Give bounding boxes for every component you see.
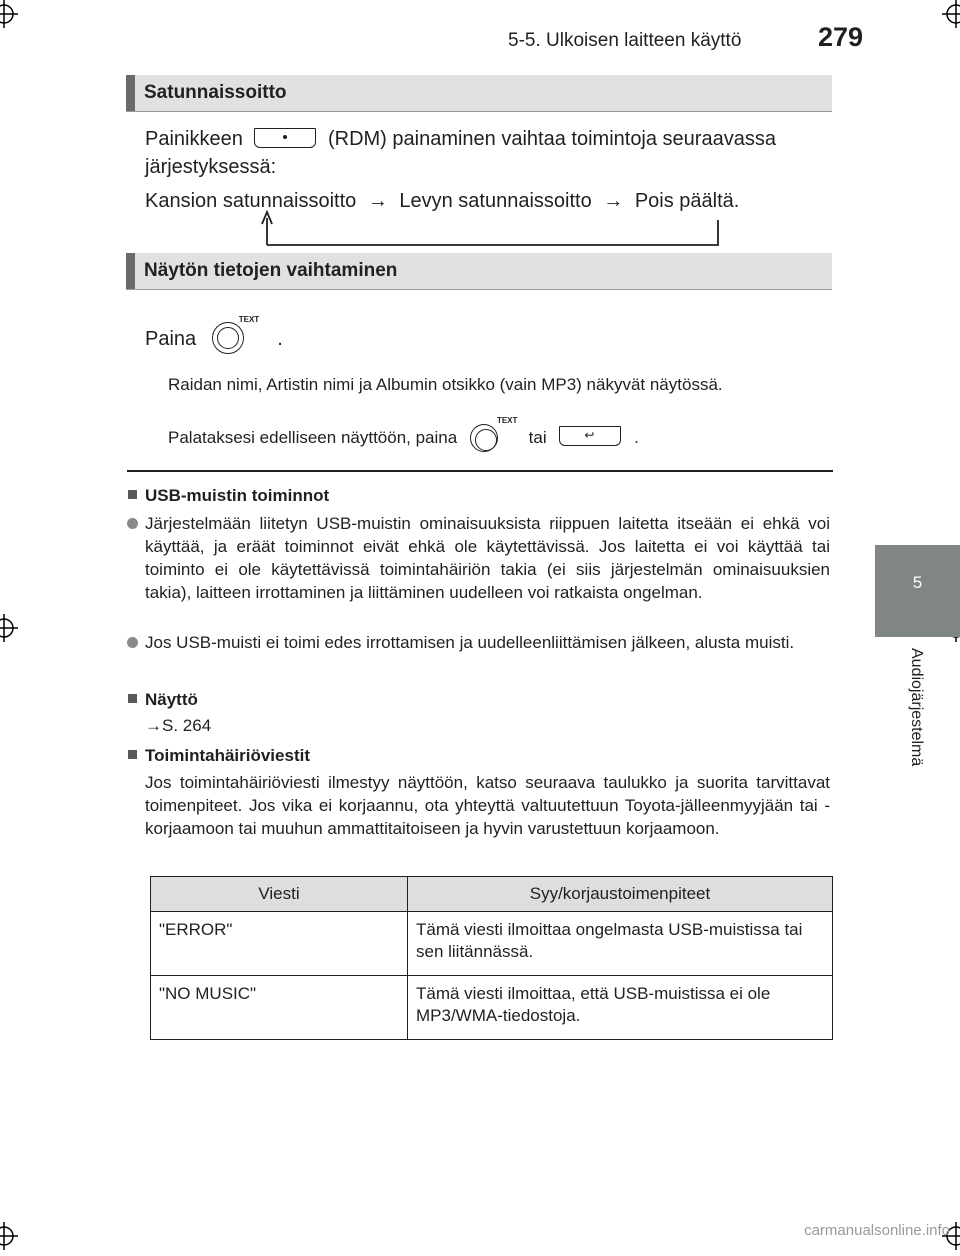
arrow-icon: → [367,190,388,212]
text-knob-icon: TEXT [212,322,244,354]
subheading-naytto: Näyttö [145,690,198,709]
section-heading-display [126,253,832,290]
chapter-title: Audiojärjestelmä [908,648,925,767]
usb-bullet-1: Järjestelmään liitetyn USB-muistin ominaisuuksista riippuen laitetta itseään ei ehkä voi käyttää, ja eräät toiminnot eivät ehkä ole käytettävissä. Jos laitetta ei voi käyttää tai toiminto ei ole käytettävissä toimintahäiriön takia (ei siis järjestelmän ominaisuuksien takia), laitteen irrottaminen ja liittäminen uudelleen voi ratkaista ongelman. [145,514,830,603]
display-press: Paina TEXT . [145,322,283,354]
random-line1: Painikkeen (RDM) painaminen vaihtaa toimintoja seuraavassa [145,128,776,150]
display-info2: Palataksesi edelliseen näyttöön, paina TEXT tai ↩ . [168,424,639,452]
random-sequence: Kansion satunnaissoitto → Levyn satunnaissoitto → Pois päältä. [145,190,740,212]
section-title: Näytön tietojen vaihtaminen [144,260,398,281]
table-cell: Tämä viesti ilmoittaa, että USB-muistissa ei ole MP3/WMA-tiedostoja. [408,976,833,1040]
back-button-icon: ↩ [559,426,621,446]
column-header: Syy/korjaustoimenpiteet [408,877,833,912]
error-messages-table [150,876,833,1040]
column-header: Viesti [151,877,408,912]
crop-mark-icon [0,1222,18,1250]
display-info1: Raidan nimi, Artistin nimi ja Albumin otsikko (vain MP3) näkyvät näytössä. [168,375,723,394]
subheading-errors: Toimintahäiriöviestit [145,746,310,765]
page-number: 279 [818,22,864,52]
section-heading-random [126,75,832,112]
table-header-row [151,877,833,912]
section-header: 5-5. Ulkoisen laitteen käyttö [508,30,742,51]
table-cell: "NO MUSIC" [151,976,408,1040]
section-title: Satunnaissoitto [144,82,287,103]
square-bullet-icon [128,490,137,499]
square-bullet-icon [128,694,137,703]
bullet-dot-icon [127,518,138,529]
divider [127,470,833,472]
chapter-number: 5 [912,573,923,592]
crop-mark-icon [942,0,960,28]
errors-text: Jos toimintahäiriöviesti ilmestyy näyttöön, katso seuraava taulukko ja suorita tarvittavat toimenpiteet. Jos vika ei korjaannu, ota yhteyttä valtuutettuun Toyota-jälleenmyyjään tai -korjaamoon tai muuhun ammattitaitoiseen ja hyvin varustettuun korjaamoon. [145,773,830,839]
crop-mark-icon [0,0,18,28]
crop-mark-icon [0,614,18,642]
rdm-button-icon [254,128,316,148]
random-line2: järjestyksessä: [145,156,277,178]
watermark: carmanualsonline.info [804,1222,950,1239]
bullet-dot-icon [127,637,138,648]
text-knob-icon: TEXT [470,424,498,452]
loop-back-arrow-icon [258,210,728,250]
square-bullet-icon [128,750,137,759]
arrow-icon: → [603,190,624,212]
table-row [151,912,833,976]
table-cell: Tämä viesti ilmoittaa ongelmasta USB-muistissa tai sen liitännässä. [408,912,833,976]
usb-bullet-2: Jos USB-muisti ei toimi edes irrottamisen ja uudelleenliittämisen jälkeen, alusta muisti. [145,633,795,652]
page-reference-link[interactable]: →S. 264 [145,716,212,735]
table-row [151,976,833,1040]
subheading-usb: USB-muistin toiminnot [145,486,330,505]
table-cell: "ERROR" [151,912,408,976]
